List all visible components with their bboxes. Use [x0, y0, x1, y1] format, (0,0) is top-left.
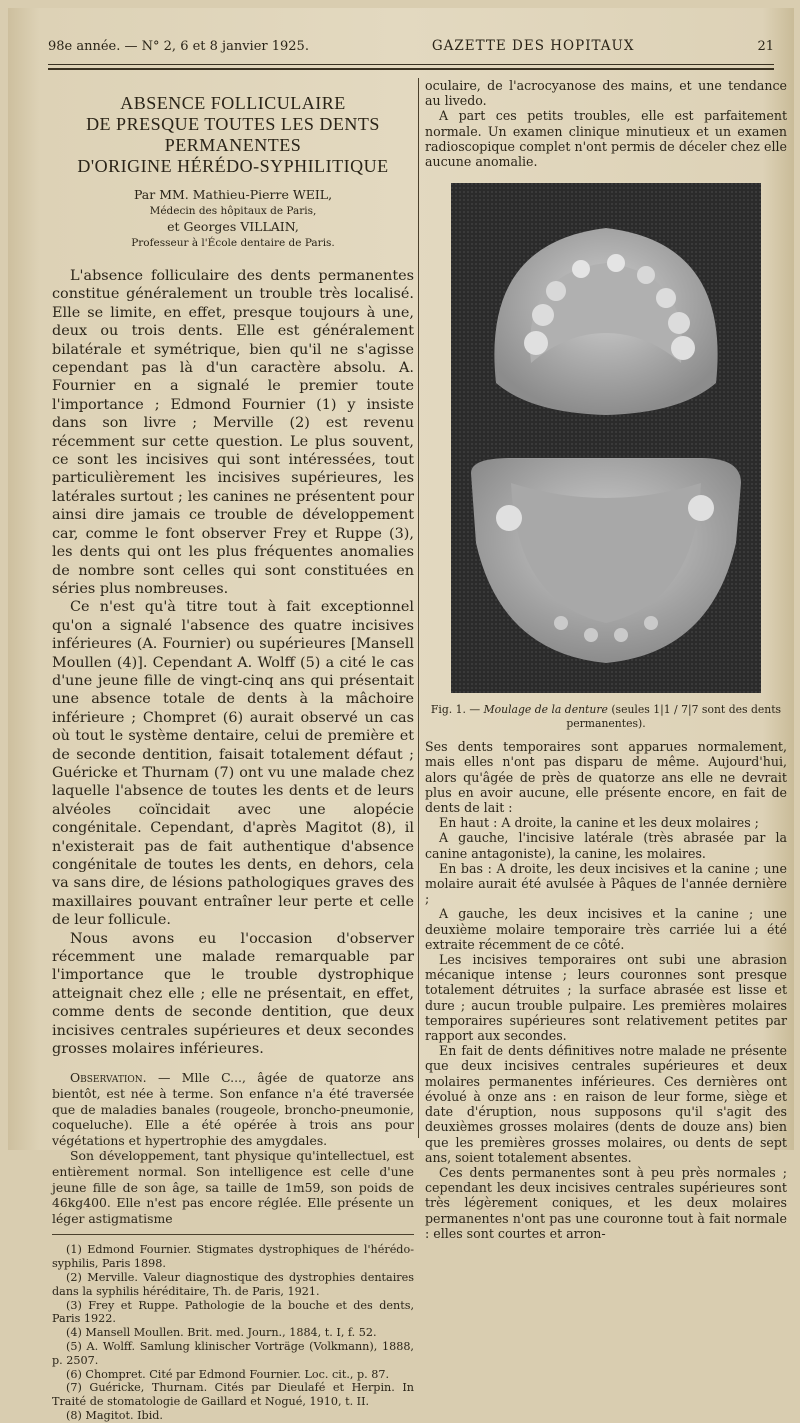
caption-note: (seules 1|1 / 7|7 sont des dents permanentes).	[566, 703, 782, 731]
paragraph: Les incisives temporaires ont subi une abrasion mécanique intense ; leurs couronnes sont presque totalement détruites ; la surface abrasée est lisse et dure ; aucun trouble pulpaire. Les premières molaires temporaires supérieures sont relativement petites par rapport aux secondes.	[425, 952, 787, 1044]
article-body	[52, 267, 414, 1058]
left-column	[52, 78, 414, 1423]
paragraph: Nous avons eu l'occasion d'observer récemment une malade remarquable par l'importance que le trouble dystrophique atteignait chez elle ; elle ne présentait, en effet, comme dents de seconde dentition, que deux incisives centrales supérieures et deux secondes grosses molaires inférieures.	[52, 930, 414, 1058]
right-top-text	[425, 78, 787, 169]
observation-text: Son développement, tant physique qu'intellectuel, est entièrement normal. Son intelligence est celle d'une jeune fille de son âge, sa taille de 1m59, son poids de 46kg400. Elle n'est pas encore réglée. Elle présente un léger astigmatisme	[52, 1148, 414, 1226]
footnote: (8) Magitot. Ibid.	[66, 1408, 163, 1422]
paragraph: L'absence folliculaire des dents permanentes constitue généralement un trouble très localisé. Elle se limite, en effet, presque toujours à une, deux ou trois dents. Elle est généralement bilatérale et symétrique, bien qu'il ne s'agisse cependant pas là d'un caractère absolu. A. Fournier en a signalé le premier toute l'importance ; Edmond Fournier (1) y insiste dans son livre ; Merville (2) est revenu récemment sur cette question. Le plus souvent, ce sont les incisives qui sont intéressées, tout particulièrement les incisives supérieures, les latérales surtout ; les canines ne présentent pour ainsi dire jamais ce trouble de développement car, comme le font observer Frey et Ruppe (3), les dents qui ont les plus fréquentes anomalies de nombre sont celles qui sont constituées en séries plus nombreuses.	[52, 268, 414, 597]
footnotes	[52, 1234, 414, 1422]
footnote: (2) Merville. Valeur diagnostique des dystrophies dentaires dans la syphilis héréditaire, Th. de Paris, 1921.	[52, 1271, 414, 1298]
dental-cast-photo	[451, 183, 761, 693]
title-line: D'ORIGINE HÉRÉDO-SYPHILITIQUE	[77, 156, 389, 176]
figure-caption	[425, 703, 787, 731]
paragraph: En haut : A droite, la canine et les deux molaires ;	[439, 815, 759, 831]
title-line: DE PRESQUE TOUTES LES DENTS PERMANENTES	[86, 114, 380, 155]
page-header	[48, 38, 774, 62]
paragraph: Ses dents temporaires sont apparues normalement, mais elles n'ont pas disparu de même. Aujourd'hui, alors qu'âgée de près de quatorze ans elle ne devrait plus en avoir aucune, elle présente encore, en fait de dents de lait :	[425, 739, 787, 816]
dental-cast-illustration	[451, 183, 761, 693]
observation	[52, 1070, 414, 1226]
observation-label: Observation. —	[70, 1070, 171, 1086]
paragraph: A gauche, l'incisive latérale (très abrasée par la canine antagoniste), la canine, les molaires.	[425, 830, 787, 861]
paragraph: A gauche, les deux incisives et la canine ; une deuxième molaire temporaire très carriée lui a été extraite récemment de ce côté.	[425, 906, 787, 952]
caption-label: Fig. 1. —	[430, 703, 481, 717]
paragraph: En bas : A droite, les deux incisives et la canine ; une molaire aurait été avulsée à Pâques de l'année dernière ;	[425, 860, 787, 907]
footnote: (6) Chompret. Cité par Edmond Fournier. Loc. cit., p. 87.	[66, 1367, 390, 1381]
paragraph: Ces dents permanentes sont à peu près normales ; cependant les deux incisives centrales supérieures sont très légèrement coniques, et les deux molaires permanentes n'ont pas une couronne tout à fait normale : elles sont courtes et arron-	[425, 1164, 787, 1241]
byline	[52, 187, 414, 251]
footnote: (4) Mansell Moullen. Brit. med. Journ., 1884, t. I, f. 52.	[66, 1326, 377, 1340]
header-rule	[48, 64, 774, 65]
footnote: (5) A. Wolff. Samlung klinischer Vorträge (Volkmann), 1888, p. 2507.	[52, 1339, 414, 1367]
author-name: Par MM. Mathieu-Pierre WEIL,	[133, 187, 333, 202]
footnote: (3) Frey et Ruppe. Pathologie de la bouche et des dents, Paris 1922.	[52, 1298, 414, 1326]
caption-title: Moulage de la denture	[483, 703, 608, 717]
paragraph: Ce n'est qu'à titre tout à fait exceptionnel qu'on a signalé l'absence des quatre incisives inférieures (A. Fournier) ou supérieures [Mansell Moullen (4)]. Cependant A. Wolff (5) a cité le cas d'une jeune fille de vingt-cinq ans qui présentait une absence totale de dents à la mâchoire inférieure ; Chompret (6) aurait observé un cas où tout le système dentaire, celui de première et de seconde dentition, faisait totalement défaut ; Guéricke et Thurnam (7) ont vu une malade chez laquelle l'absence de toutes les dents et de leurs alvéoles coïncidait avec une alopécie congénitale. Cependant, d'après Magitot (8), il n'existerait pas de fait authentique d'absence congénitale de toutes les dents, en dehors, cela va sans dire, de lésions pathologiques graves des maxillaires pouvant entraîner leur perte et celle de leur follicule.	[52, 599, 414, 929]
article-title	[52, 93, 414, 177]
issue-info: 98e année. — N° 2, 6 et 8 janvier 1925.	[48, 39, 309, 54]
right-column	[425, 78, 787, 1241]
paragraph: En fait de dents définitives notre malade ne présente que deux incisives centrales supérieures et deux molaires permanentes inférieures. Ces dernières ont évolué à onze ans : en raison de leur forme, siège et date d'éruption, nous supposons qu'il s'agit des deuxièmes grosses molaires (dents de douze ans) bien que les premières grosses molaires, ou dents de sept ans, soient totalement absentes.	[425, 1043, 787, 1165]
header-rule-double	[48, 68, 774, 70]
observation-text: Mlle C..., âgée de quatorze ans bientôt, est née à terme. Son enfance n'a été traversée que de maladies banales (rougeole, broncho-pneumonie, coqueluche). Elle a été opérée à trois ans pour végétations et hypertrophie des amygdales.	[52, 1070, 414, 1148]
author-name: et Georges VILLAIN,	[167, 219, 299, 234]
footnote: (7) Guéricke, Thurnam. Cités par Dieulafé et Herpin. In Traité de stomatologie de Gaillard et Nogué, 1910, t. II.	[52, 1381, 414, 1409]
journal-page	[8, 8, 794, 1422]
column-divider	[418, 78, 419, 1138]
author-role: Professeur à l'École dentaire de Paris.	[131, 237, 335, 249]
author-role: Médecin des hôpitaux de Paris,	[149, 205, 317, 217]
journal-name: GAZETTE DES HOPITAUX	[431, 38, 635, 54]
footnote: (1) Edmond Fournier. Stigmates dystrophiques de l'hérédo-syphilis, Paris 1898.	[52, 1243, 414, 1271]
paragraph: oculaire, de l'acrocyanose des mains, et une tendance au livedo.	[425, 78, 787, 109]
page-number: 21	[757, 39, 774, 54]
right-body	[425, 739, 787, 1241]
title-line: ABSENCE FOLLICULAIRE	[120, 93, 346, 113]
paragraph: A part ces petits troubles, elle est parfaitement normale. Un examen clinique minutieux et un examen radioscopique complet n'ont permis de déceler chez elle aucune anomalie.	[425, 108, 787, 170]
